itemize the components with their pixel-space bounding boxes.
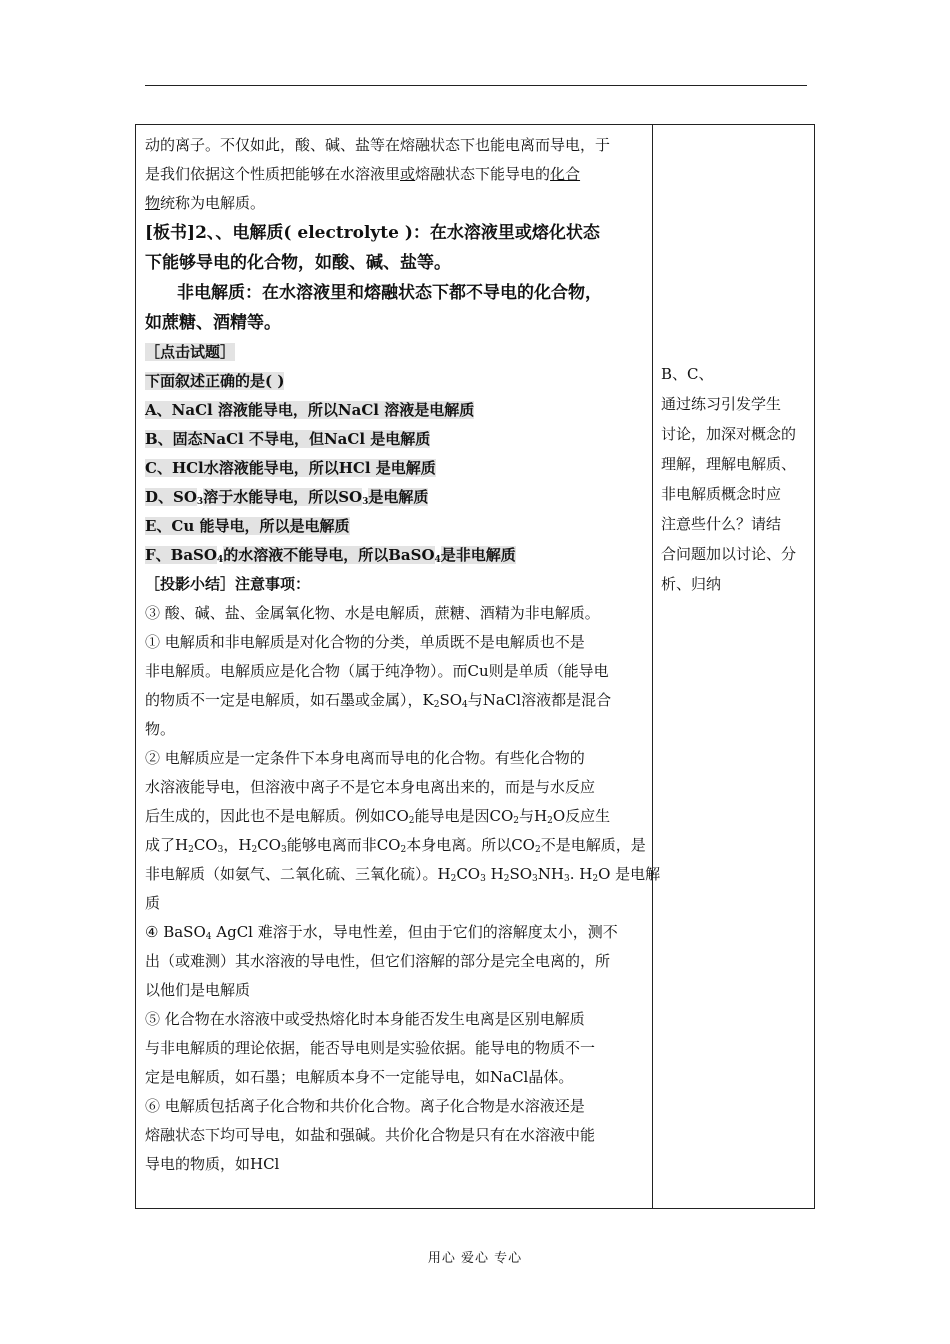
content-line <box>145 802 645 831</box>
content-line <box>145 715 645 744</box>
text-segment: D、SO <box>145 488 197 506</box>
text-segment: C、HCl水溶液能导电，所以HCl 是电解质 <box>145 459 436 477</box>
text-segment: CO <box>257 836 281 854</box>
content-line <box>145 218 645 248</box>
text-segment: SO <box>509 865 533 883</box>
lesson-content-column <box>145 131 661 1179</box>
content-line <box>145 1092 645 1121</box>
text-segment: 的物质不一定是电解质，如石墨或金属），K <box>145 691 434 709</box>
content-line <box>145 773 645 802</box>
text-segment: 本身电离。所以CO <box>406 836 535 854</box>
content-line <box>145 889 645 918</box>
text-segment: 统称为电解质。 <box>160 194 266 212</box>
text-segment: B、固态NaCl 不导电，但NaCl 是电解质 <box>145 430 431 448</box>
text-segment: [板书]2、、电解质( electrolyte )：在水溶液里或熔化状态 <box>145 223 600 243</box>
content-line <box>145 570 645 599</box>
text-segment: . H <box>569 865 593 883</box>
content-line <box>145 976 645 1005</box>
text-segment: 成了H <box>145 836 189 854</box>
content-line <box>145 454 645 483</box>
text-segment: 化合 <box>550 165 581 183</box>
content-line <box>145 1005 645 1034</box>
text-segment: 如蔗糖、酒精等。 <box>145 313 281 333</box>
content-line <box>145 1034 645 1063</box>
content-line <box>145 396 645 425</box>
text-segment: 溶于水能导电，所以SO <box>203 488 363 506</box>
content-line <box>145 541 645 570</box>
content-line <box>145 628 645 657</box>
column-divider <box>652 125 653 1208</box>
subscript-text: 2 <box>400 845 407 855</box>
content-line <box>145 599 645 628</box>
text-segment: 熔融状态下均可导电，如盐和强碱。共价化合物是只有在水溶液中能 <box>145 1126 596 1144</box>
content-line <box>145 248 645 278</box>
note-line: 合问题加以讨论、分 <box>661 545 797 563</box>
text-segment: 与非电解质的理论依据，能否导电则是实验依据。能导电的物质不一 <box>145 1039 596 1057</box>
text-segment: 非电解质（如氨气、二氧化硫、三氧化硫）。H <box>145 865 451 883</box>
content-line <box>145 189 645 218</box>
subscript-text: 3 <box>563 874 570 884</box>
text-segment: F、BaSO <box>145 546 217 564</box>
content-line <box>145 1063 645 1092</box>
text-segment: 与NaCl溶液都是混合 <box>467 691 612 709</box>
teaching-notes-column <box>661 363 813 599</box>
text-segment: 是电解质 <box>368 488 429 506</box>
subscript-text: 4 <box>462 700 468 710</box>
text-segment: ，H <box>223 836 252 854</box>
content-line <box>145 367 645 396</box>
note-line: 非电解质概念时应 <box>661 485 782 503</box>
text-segment: 熔融状态下能导电的 <box>415 165 551 183</box>
content-line <box>145 131 645 160</box>
content-line <box>145 744 645 773</box>
text-segment: SO <box>439 691 463 709</box>
content-line <box>145 483 645 512</box>
content-line <box>145 308 645 338</box>
text-segment: 物 <box>145 194 161 212</box>
text-segment: 能够电离而非CO <box>286 836 401 854</box>
text-segment: AgCl 难溶于水，导电性差，但由于它们的溶解度太小，测不 <box>211 923 618 941</box>
text-segment: H <box>485 865 504 883</box>
text-segment: 是非电解质 <box>440 546 516 564</box>
text-segment: ⑥ 电解质包括离子化合物和共价化合物。离子化合物是水溶液还是 <box>145 1097 585 1115</box>
subscript-text: 3 <box>362 497 369 507</box>
text-segment: ④ BaSO <box>145 923 206 941</box>
note-line: 理解，理解电解质、 <box>661 455 797 473</box>
subscript-text: 3 <box>196 497 204 507</box>
text-segment: ③ 酸、碱、盐、金属氧化物、水是电解质，蔗糖、酒精为非电解质。 <box>145 604 600 622</box>
subscript-text: 2 <box>503 874 510 884</box>
content-line <box>145 831 645 860</box>
subscript-text: 3 <box>280 845 287 855</box>
text-segment: 质 <box>145 894 161 912</box>
content-line <box>145 160 645 189</box>
text-segment: ⑤ 化合物在水溶液中或受热熔化时本身能否发生电离是区别电解质 <box>145 1010 585 1028</box>
subscript-text: 2 <box>408 816 415 826</box>
text-segment: 能导电是因CO <box>414 807 514 825</box>
text-segment: E、Cu 能导电，所以是电解质 <box>145 517 350 535</box>
subscript-text: 2 <box>433 700 440 710</box>
content-line <box>145 1121 645 1150</box>
text-segment: 是我们依据这个性质把能够在水溶液里 <box>145 165 401 183</box>
text-segment: O 是电解 <box>598 865 661 883</box>
note-line: 讨论，加深对概念的 <box>661 425 797 443</box>
text-segment: NH <box>537 865 564 883</box>
text-segment: ① 电解质和非电解质是对化合物的分类，单质既不是电解质也不是 <box>145 633 585 651</box>
subscript-text: 3 <box>217 845 224 855</box>
header-rule <box>145 85 807 86</box>
note-line: 析、归纳 <box>661 575 722 593</box>
text-segment: 以他们是电解质 <box>145 981 251 999</box>
text-segment: 下面叙述正确的是( ) <box>145 372 285 390</box>
text-segment: 的水溶液不能导电，所以BaSO <box>223 546 435 564</box>
note-line: 注意些什么？请结 <box>661 515 782 533</box>
content-line <box>145 1150 645 1179</box>
text-segment: CO <box>193 836 218 854</box>
page-footer: 用心 爱心 专心 <box>427 1251 523 1266</box>
text-segment: 非电解质：在水溶液里和熔融状态下都不导电的化合物， <box>177 283 602 303</box>
text-segment: O反应生 <box>552 807 611 825</box>
note-line: 通过练习引发学生 <box>661 395 782 413</box>
subscript-text: 2 <box>188 845 194 855</box>
text-segment: 后生成的，因此也不是电解质。例如CO <box>145 807 409 825</box>
content-line <box>145 947 645 976</box>
subscript-text: 4 <box>216 555 224 565</box>
text-segment: CO <box>456 865 481 883</box>
subscript-text: 2 <box>513 816 520 826</box>
text-segment: 下能够导电的化合物，如酸、碱、盐等。 <box>145 253 451 273</box>
content-line <box>145 860 661 889</box>
text-segment: 出（或难测）其水溶液的导电性，但它们溶解的部分是完全电离的，所 <box>145 952 611 970</box>
text-segment: 物。 <box>145 720 176 738</box>
lesson-table <box>135 124 815 1209</box>
text-segment: 水溶液能导电，但溶液中离子不是它本身电离出来的，而是与水反应 <box>145 778 596 796</box>
subscript-text: 3 <box>480 874 486 884</box>
text-segment: 或 <box>400 165 416 183</box>
content-line <box>145 657 645 686</box>
text-segment: ② 电解质应是一定条件下本身电离而导电的化合物。有些化合物的 <box>145 749 585 767</box>
subscript-text: 4 <box>205 932 212 942</box>
text-segment: ［投影小结］注意事项： <box>145 575 311 593</box>
content-line <box>145 425 645 454</box>
text-segment: 与H <box>519 807 548 825</box>
text-segment: 导电的物质，如HCl <box>145 1155 280 1173</box>
content-line <box>145 278 645 308</box>
text-segment: 定是电解质，如石墨；电解质本身不一定能导电，如NaCl晶体。 <box>145 1068 574 1086</box>
text-segment: 动的离子。不仅如此，酸、碱、盐等在熔融状态下也能电离而导电，于 <box>145 136 611 154</box>
subscript-text: 2 <box>251 845 258 855</box>
subscript-text: 2 <box>592 874 599 884</box>
subscript-text: 2 <box>547 816 553 826</box>
answer-line: B、C、 <box>661 365 714 383</box>
subscript-text: 3 <box>532 874 538 884</box>
text-segment: A、NaCl 溶液能导电，所以NaCl 溶液是电解质 <box>145 401 475 419</box>
subscript-text: 4 <box>434 555 441 565</box>
content-line <box>145 512 645 541</box>
subscript-text: 2 <box>534 845 541 855</box>
content-line <box>145 918 645 947</box>
content-line <box>145 338 645 367</box>
text-segment: 不是电解质，是 <box>540 836 646 854</box>
text-segment: 非电解质。电解质应是化合物（属于纯净物）。而Cu则是单质（能导电 <box>145 662 609 680</box>
text-segment: ［点击试题］ <box>145 343 236 361</box>
subscript-text: 2 <box>450 874 457 884</box>
content-line <box>145 686 645 715</box>
